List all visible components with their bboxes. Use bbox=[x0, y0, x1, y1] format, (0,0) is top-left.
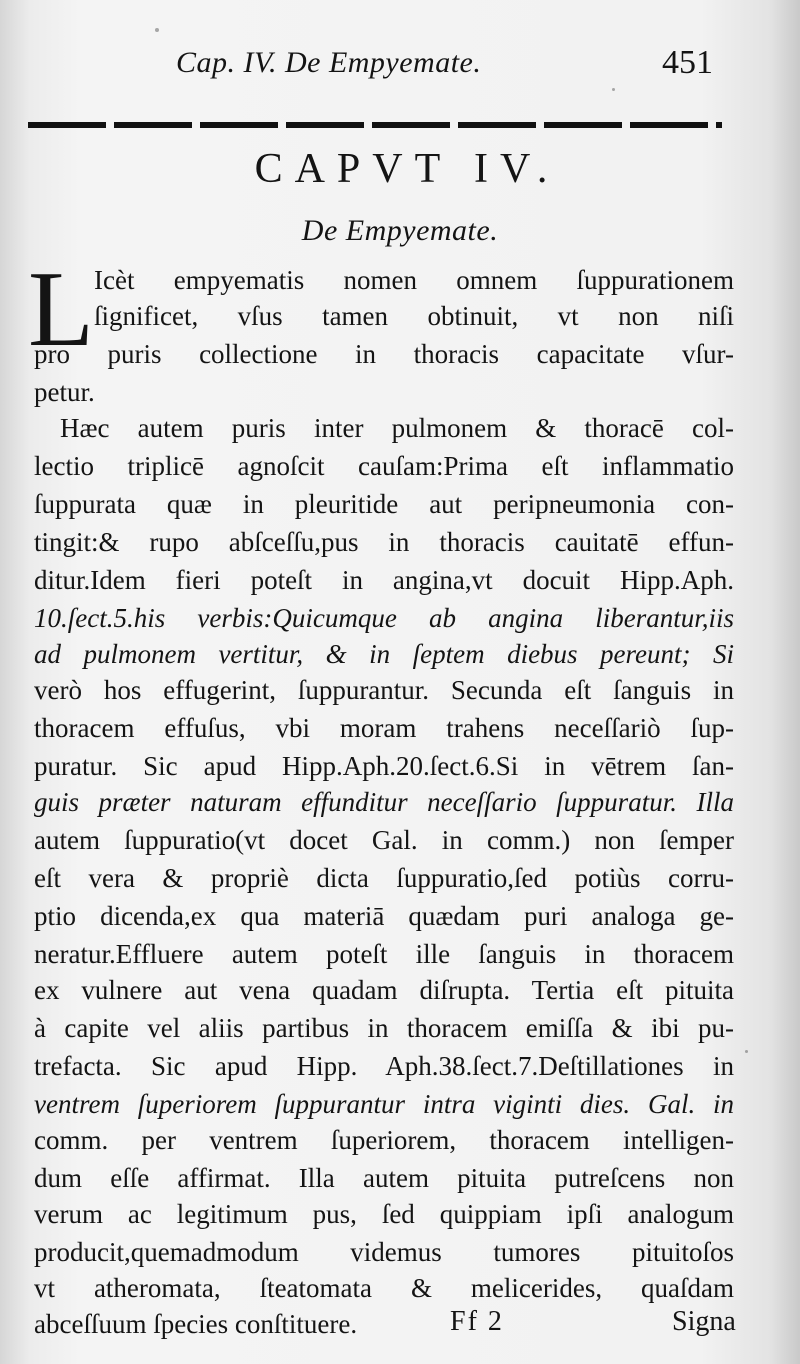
text-line: verum ac legitimum pus, ſed quippiam ipſi analogum bbox=[34, 1199, 734, 1229]
page-number: 451 bbox=[662, 44, 713, 81]
text-line: lectio triplicē agnoſcit cauſam:Prima eſt inflammatio bbox=[34, 451, 734, 481]
text-line: Icèt empyematis nomen omnem ſuppurationem bbox=[94, 265, 734, 295]
text-line: eſt vera & propriè dicta ſuppuratio,ſed potiùs corru- bbox=[34, 863, 734, 893]
section-title: De Empyemate. bbox=[301, 214, 499, 247]
text-line: 10.ſect.5.his verbis:Quicumque ab angina liberantur,iis bbox=[34, 603, 734, 633]
chapter-heading: CAPVT IV. bbox=[254, 146, 560, 192]
text-line: puratur. Sic apud Hipp.Aph.20.ſect.6.Si in vētrem ſan- bbox=[34, 751, 734, 781]
text-line: tingit:& rupo abſceſſu,pus in thoracis cauitatē effun- bbox=[34, 527, 734, 557]
text-line: autem ſuppuratio(vt docet Gal. in comm.) non ſemper bbox=[34, 825, 734, 855]
text-line: guis præter naturam effunditur neceſſario ſuppuratur. Illa bbox=[34, 787, 734, 817]
text-line: vt atheromata, ſteatomata & melicerides, quaſdam bbox=[34, 1273, 734, 1303]
text-line: ex vulnere aut vena quadam diſrupta. Tertia eſt pituita bbox=[34, 975, 734, 1005]
text-line: ſignificet, vſus tamen obtinuit, vt non niſi bbox=[94, 301, 734, 331]
text-line: ptio dicenda,ex qua materiā quædam puri analoga ge- bbox=[34, 901, 734, 931]
ink-speck bbox=[155, 28, 159, 32]
text-line: verò hos effugerint, ſuppurantur. Secunda eſt ſanguis in bbox=[34, 675, 734, 705]
catchword: Signa bbox=[672, 1306, 736, 1337]
text-line: pro puris collectione in thoracis capacitate vſur- bbox=[34, 339, 734, 369]
text-line: ad pulmonem vertitur, & in ſeptem diebus pereunt; Si bbox=[34, 639, 734, 669]
running-title: Cap. IV. De Empyemate. bbox=[176, 46, 482, 79]
signature-mark: Ff 2 bbox=[450, 1306, 504, 1337]
text-line: à capite vel aliis partibus in thoracem emiſſa & ibi pu- bbox=[34, 1013, 734, 1043]
running-head bbox=[0, 46, 800, 86]
drop-cap: L bbox=[28, 250, 94, 369]
text-line: ſuppurata quæ in pleuritide aut peripneumonia con- bbox=[34, 489, 734, 519]
text-line: thoracem effuſus, vbi moram trahens neceſſariò ſup- bbox=[34, 713, 734, 743]
text-line: producit,quemadmodum videmus tumores pituitoſos bbox=[34, 1237, 734, 1267]
text-line: petur. bbox=[34, 377, 95, 407]
text-line: dum eſſe affirmat. Illa autem pituita putreſcens non bbox=[34, 1163, 734, 1193]
text-line: ventrem ſuperiorem ſuppurantur intra viginti dies. Gal. in bbox=[34, 1089, 734, 1119]
ink-speck bbox=[745, 1050, 748, 1053]
text-line: abceſſuum ſpecies conſtituere. bbox=[34, 1309, 358, 1339]
text-line: comm. per ventrem ſuperiorem, thoracem intelligen- bbox=[34, 1125, 734, 1155]
ink-speck bbox=[612, 88, 615, 91]
text-line: Hæc autem puris inter pulmonem & thoracē col- bbox=[60, 413, 734, 443]
text-line: ditur.Idem fieri poteſt in angina,vt docuit Hipp.Aph. bbox=[34, 565, 734, 595]
text-line: trefacta. Sic apud Hipp. Aph.38.ſect.7.Deſtillationes in bbox=[34, 1051, 734, 1081]
text-line: neratur.Effluere autem poteſt ille ſanguis in thoracem bbox=[34, 939, 734, 969]
header-rule bbox=[28, 122, 722, 128]
